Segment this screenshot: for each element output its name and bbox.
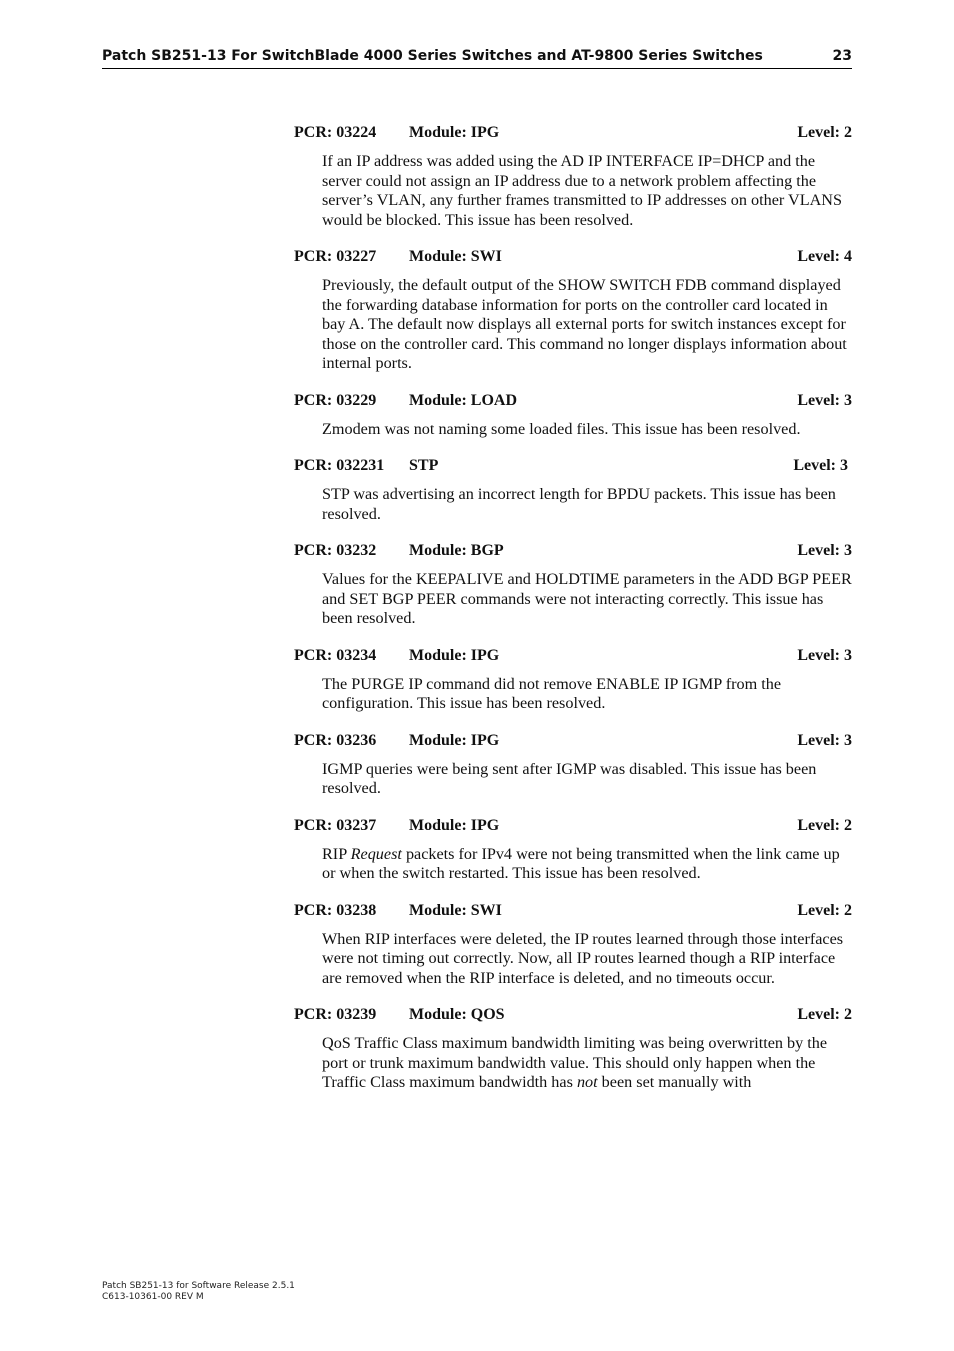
pcr-level: Level: 3 [797, 731, 852, 749]
pcr-number: PCR: 03229 [294, 391, 377, 409]
pcr-entry [294, 902, 854, 989]
pcr-description: Previously, the default output of the SHOW SWITCH FDB command displayed the forwarding database information for ports on the controller card located in bay A. The default now displays all external ports for switch instances except for those on the controller card. This command no longer displays information about internal ports. [322, 276, 847, 372]
pcr-module: Module: SWI [409, 901, 502, 919]
pcr-entry [294, 647, 854, 714]
description-text: been set manually with [597, 1073, 752, 1091]
pcr-entry-header [294, 647, 854, 669]
pcr-level: Level: 3 [797, 646, 852, 664]
pcr-level: Level: 2 [797, 816, 852, 834]
pcr-level: Level: 2 [797, 1006, 852, 1023]
header-title: Patch SB251-13 For SwitchBlade 4000 Series Switches and AT-9800 Series Switches [102, 48, 763, 64]
pcr-entry [294, 732, 854, 799]
pcr-module: Module: SWI [409, 248, 502, 265]
pcr-level: Level: 2 [797, 124, 852, 141]
description-text: QoS Traffic Class maximum bandwidth limiting was being overwritten by the port or trunk maximum bandwidth value. This should only happen when the Traffic Class maximum bandwidth has [322, 1034, 828, 1091]
pcr-entry [294, 248, 854, 374]
pcr-level: Level: 3 [793, 457, 848, 474]
pcr-module: Module: QOS [409, 1006, 505, 1023]
pcr-entry [294, 124, 854, 230]
pcr-entry [294, 817, 854, 884]
pcr-description: The PURGE IP command did not remove ENABLE IP IGMP from the configuration. This issue has been resolved. [322, 674, 782, 712]
page-footer [102, 1281, 295, 1303]
pcr-entry-header [294, 248, 854, 270]
page-header [102, 48, 852, 69]
pcr-description [322, 845, 853, 884]
pcr-number: PCR: 03236 [294, 731, 377, 749]
pcr-level: Level: 3 [797, 391, 852, 409]
pcr-level: Level: 2 [797, 901, 852, 919]
pcr-entry-header [294, 542, 854, 564]
pcr-entry-header [294, 457, 854, 479]
pcr-entry [294, 392, 854, 440]
pcr-entry-header [294, 732, 854, 754]
pcr-description: STP was advertising an incorrect length for BPDU packets. This issue has been resolved. [322, 485, 836, 523]
pcr-number: PCR: 032231 [294, 457, 385, 474]
pcr-description: When RIP interfaces were deleted, the IP routes learned through those interfaces were not timing out correctly. Now, all IP routes learned though a RIP interface are removed when the RIP interface is deleted, and no timeouts occur. [322, 929, 844, 987]
pcr-number: PCR: 03239 [294, 1006, 377, 1023]
pcr-number: PCR: 03224 [294, 124, 377, 141]
pcr-entry-header [294, 124, 854, 146]
pcr-module: Module: IPG [409, 124, 500, 141]
pcr-level: Level: 4 [797, 248, 852, 265]
pcr-description: IGMP queries were being sent after IGMP was disabled. This issue has been resolved. [322, 759, 817, 797]
description-text: packets for IPv4 were not being transmitted when the link came up or when the switch restarted. This issue has been resolved. [322, 844, 840, 882]
footer-doc-id: C613-10361-00 REV M [102, 1292, 204, 1302]
page-number: 23 [832, 48, 852, 64]
pcr-module: Module: BGP [409, 542, 504, 559]
footer-release: Patch SB251-13 for Software Release 2.5.1 [102, 1281, 295, 1291]
pcr-level: Level: 3 [797, 542, 852, 559]
pcr-entry-header [294, 1006, 854, 1028]
pcr-module: STP [409, 457, 439, 474]
pcr-entry-header [294, 817, 854, 839]
description-emphasis: not [576, 1073, 598, 1091]
pcr-number: PCR: 03232 [294, 542, 377, 559]
pcr-description: If an IP address was added using the AD IP INTERFACE IP=DHCP and the server could not assign an IP address due to a network problem affecting the server’s VLAN, any further frames transmitted to IP addresses on other VLANS would be blocked. This issue has been resolved. [322, 152, 842, 229]
pcr-entry-header [294, 392, 854, 414]
pcr-entry [294, 1006, 854, 1093]
pcr-module: Module: IPG [409, 731, 500, 749]
pcr-module: Module: IPG [409, 646, 500, 664]
pcr-entry-header [294, 902, 854, 924]
pcr-entry [294, 457, 854, 524]
pcr-number: PCR: 03234 [294, 646, 377, 664]
pcr-description: Zmodem was not naming some loaded files. This issue has been resolved. [322, 419, 801, 438]
description-emphasis: Request [350, 844, 402, 863]
pcr-number: PCR: 03238 [294, 901, 377, 919]
pcr-number: PCR: 03227 [294, 248, 377, 265]
description-text: RIP [322, 844, 351, 863]
pcr-entry [294, 542, 854, 629]
pcr-number: PCR: 03237 [294, 816, 377, 834]
pcr-description: Values for the KEEPALIVE and HOLDTIME parameters in the ADD BGP PEER and SET BGP PEER commands were not interacting correctly. This issue has been resolved. [322, 570, 852, 627]
pcr-description [322, 1034, 853, 1093]
pcr-module: Module: LOAD [409, 391, 517, 409]
pcr-module: Module: IPG [409, 816, 500, 834]
pcr-list [294, 124, 854, 1111]
